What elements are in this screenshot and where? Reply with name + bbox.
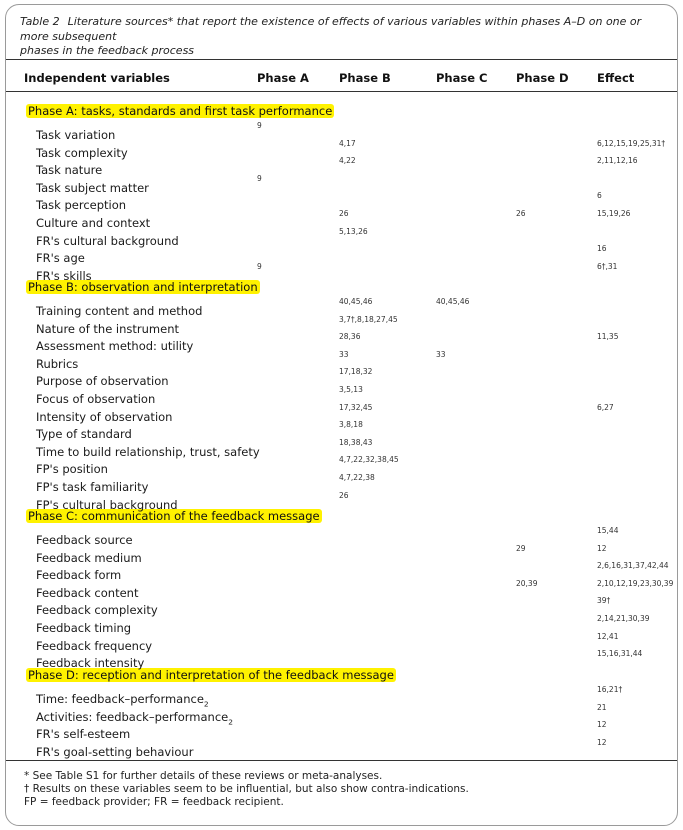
caption-line-1: Literature sources* that report the existence of effects of various variables within phases A–D on one or more subsequent (20, 15, 642, 43)
variable-label: Feedback form (36, 568, 122, 583)
ref-phase-b: 26 (339, 490, 349, 500)
ref-effect: 16 (597, 244, 607, 254)
ref-phase-b: 18,38,43 (339, 437, 373, 447)
top-rule (6, 59, 677, 60)
ref-phase-b: 17,32,45 (339, 402, 373, 412)
variable-label: Task subject matter (36, 180, 149, 195)
footnote-3: FP = feedback provider; FR = feedback recipient. (24, 796, 284, 808)
variable-label: Purpose of observation (36, 374, 169, 389)
variable-name (36, 692, 209, 711)
variable-name (36, 551, 142, 565)
ref-effect: 15,19,26 (597, 209, 631, 218)
variable-label: FP's cultural background (36, 497, 178, 512)
ref-effect: 11,35 (597, 332, 619, 342)
variable-label: Task perception (36, 198, 127, 213)
variable-label: FR's skills (36, 268, 92, 283)
variable-subscript: 2 (228, 716, 233, 726)
ref-phase-b: 4,22 (339, 156, 356, 166)
ref-phase-b: 28,36 (339, 332, 361, 342)
header-phase-b: Phase B (339, 71, 391, 85)
variable-label: Task nature (36, 163, 103, 178)
ref-effect: 6 (597, 191, 602, 201)
phase-b-title: Phase B: observation and interpretation (28, 280, 258, 294)
header-phase-a: Phase A (257, 71, 309, 85)
variable-name (36, 163, 102, 177)
variable-label: FP's position (36, 462, 108, 477)
ref-phase-b: 26 (339, 209, 349, 218)
variable-name (36, 568, 121, 582)
ref-effect: 6,27 (597, 402, 614, 412)
variable-name (36, 462, 108, 476)
ref-effect: 16,21† (597, 685, 623, 694)
ref-effect: 12 (597, 720, 607, 730)
variable-name (36, 234, 179, 248)
variable-label: Activities: feedback–performance (36, 709, 229, 724)
header-rule (6, 91, 677, 92)
ref-effect: 21 (597, 702, 607, 712)
ref-phase-b: 17,18,32 (339, 367, 373, 377)
variable-label: Assessment method: utility (36, 339, 194, 354)
ref-effect: 12,41 (597, 631, 619, 641)
phase-a-title: Phase A: tasks, standards and first task performance (28, 104, 333, 118)
variable-label: Focus of observation (36, 392, 156, 406)
variable-label: Task variation (36, 128, 116, 142)
variable-label: FR's cultural background (36, 233, 179, 248)
ref-phase-a: 9 (257, 261, 262, 271)
variable-name (36, 251, 85, 265)
header-variables: Independent variables (24, 71, 170, 85)
variable-subscript: 2 (203, 699, 209, 709)
variable-name (36, 745, 193, 759)
table-number: Table 2 (20, 15, 60, 28)
ref-effect: 12 (597, 737, 607, 747)
ref-effect: 15,44 (597, 526, 619, 535)
variable-name (36, 639, 152, 653)
variable-label: Training content and method (36, 304, 203, 318)
variable-label: Feedback frequency (36, 638, 153, 653)
variable-label: Feedback source (36, 533, 133, 547)
ref-phase-b: 3,8,18 (339, 420, 363, 430)
variable-name (36, 357, 78, 371)
ref-phase-b: 4,7,22,38 (339, 473, 375, 482)
bottom-rule (6, 760, 677, 761)
variable-label: Nature of the instrument (36, 321, 179, 336)
ref-effect: 2,14,21,30,39 (597, 614, 650, 623)
variable-name (36, 410, 172, 424)
variable-label: Feedback medium (36, 550, 142, 565)
ref-effect: 2,11,12,16 (597, 156, 638, 166)
variable-name (36, 586, 138, 600)
variable-name (36, 533, 133, 547)
ref-effect: 15,16,31,44 (597, 649, 643, 659)
ref-phase-b: 3,7†,8,18,27,45 (339, 314, 398, 324)
ref-phase-b: 3,5,13 (339, 385, 363, 394)
variable-label: FR's goal-setting behaviour (36, 744, 194, 759)
ref-phase-b: 4,7,22,32,38,45 (339, 455, 399, 465)
variable-name (36, 322, 179, 336)
variable-label: Rubrics (36, 356, 79, 371)
phase-c-title: Phase C: communication of the feedback message (28, 509, 320, 523)
variable-name (36, 216, 150, 230)
ref-phase-a: 9 (257, 121, 262, 130)
variable-name (36, 480, 148, 494)
variable-label: FP's task familiarity (36, 480, 149, 494)
variable-name (36, 392, 155, 406)
phase-d-title: Phase D: reception and interpretation of the feedback message (28, 668, 394, 682)
ref-phase-a: 9 (257, 173, 262, 183)
variable-name (36, 181, 149, 195)
ref-phase-b: 5,13,26 (339, 226, 368, 236)
header-phase-c: Phase C (436, 71, 488, 85)
variable-name (36, 727, 130, 741)
ref-phase-d: 29 (516, 543, 526, 553)
variable-label: Type of standard (36, 427, 132, 442)
ref-phase-b: 40,45,46 (339, 297, 373, 306)
variable-label: Time: feedback–performance (36, 692, 204, 706)
variable-name (36, 269, 92, 283)
ref-phase-c: 33 (436, 349, 446, 359)
ref-phase-c: 40,45,46 (436, 297, 470, 306)
variable-label: Feedback content (36, 585, 139, 600)
ref-effect: 12 (597, 543, 607, 553)
footnote-2: † Results on these variables seem to be influential, but also show contra-indications. (24, 783, 469, 795)
caption-line-2: phases in the feedback process (20, 44, 195, 57)
variable-label: Feedback intensity (36, 656, 145, 671)
ref-phase-d: 20,39 (516, 578, 538, 588)
variable-name (36, 445, 260, 459)
variable-name (36, 146, 128, 160)
variable-label: Task complexity (36, 145, 128, 160)
ref-effect: 6,12,15,19,25,31† (597, 138, 666, 148)
footnote-1: * See Table S1 for further details of these reviews or meta-analyses. (24, 770, 383, 782)
variable-name (36, 198, 126, 212)
variable-name (36, 710, 233, 729)
variable-label: FR's self-esteem (36, 727, 131, 742)
ref-effect: 2,6,16,31,37,42,44 (597, 561, 669, 571)
variable-label: Intensity of observation (36, 409, 173, 424)
variable-name (36, 656, 144, 670)
ref-effect: 39† (597, 596, 611, 606)
variable-label: FR's age (36, 251, 85, 266)
header-effect: Effect (597, 71, 635, 85)
variable-label: Feedback complexity (36, 603, 158, 618)
table-caption (20, 15, 650, 59)
ref-phase-d: 26 (516, 209, 526, 218)
variable-label: Culture and context (36, 216, 151, 230)
variable-name (36, 427, 132, 441)
header-phase-d: Phase D (516, 71, 569, 85)
variable-name (36, 603, 158, 617)
variable-label: Feedback timing (36, 621, 132, 635)
variable-name (36, 498, 178, 512)
variable-name (36, 128, 115, 142)
variable-name (36, 374, 169, 388)
ref-effect: 6†,31 (597, 261, 618, 271)
variable-label: Time to build relationship, trust, safety (36, 444, 260, 459)
ref-effect: 2,10,12,19,23,30,39 (597, 578, 674, 588)
variable-name (36, 621, 131, 635)
ref-phase-b: 4,17 (339, 138, 356, 148)
variable-name (36, 339, 193, 353)
variable-name (36, 304, 202, 318)
ref-phase-b: 33 (339, 349, 349, 359)
